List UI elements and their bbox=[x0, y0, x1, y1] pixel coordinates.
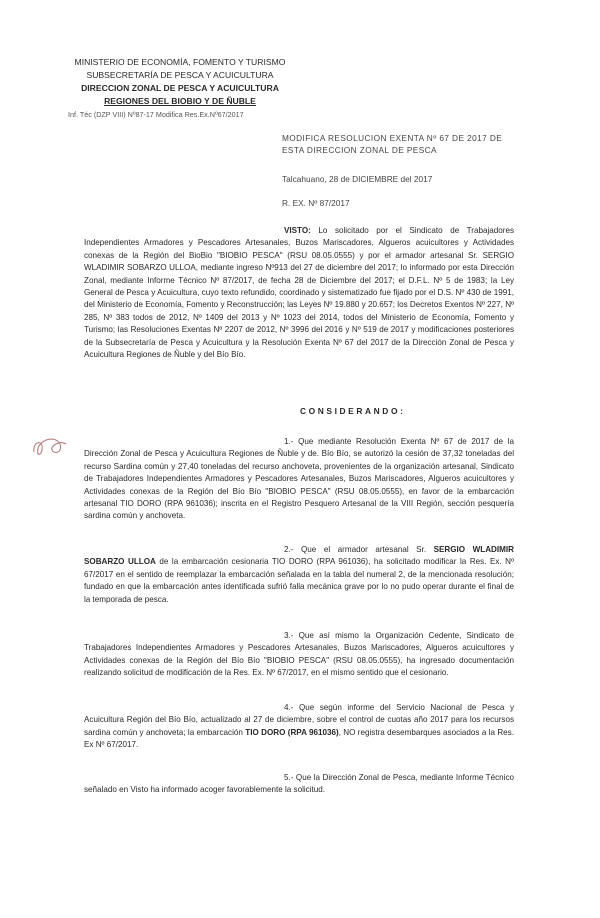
regions-name: REGIONES DEL BIOBIO Y DE ÑUBLE bbox=[104, 96, 256, 106]
item-2-intro: 2.- Que el armador artesanal Sr. bbox=[284, 545, 434, 554]
handwritten-mark-icon bbox=[30, 434, 70, 462]
item-2-text: de la embarcación cesionaria TIO DORO (RPA 961036), ha solicitado modificar la Res. Ex. Nº 67/2017 en el sentido de reemplazar la embarcación señalada en la tabla del numeral 2, de la mencionada resolución; fundado en que la embarcación antes identificada sufrió falla mecánica grave por lo no pudo operar durante el final de la temporada de pesca. bbox=[84, 557, 514, 604]
considerando-item-3: 3.- Que así mismo la Organización Cedente, Sindicato de Trabajadores Independientes Armadores y Pescadores Artesanales, Buzos Mariscadores, Algueros acuicultores y Actividades conexas de la Región del Bío Bío "BIOBIO PESCA" (RSU 08.05.0555), ha ingresado documentación realizando solicitud de modificación de la Res. Ex. Nº 67/2017, en el mismo sentido que el cesionario. bbox=[84, 631, 514, 678]
resolution-number: R. EX. Nº 87/2017 bbox=[282, 198, 350, 208]
considerando-heading: CONSIDERANDO: bbox=[300, 406, 406, 416]
subsecretariat-name: SUBSECRETARÍA DE PESCA Y ACUICULTURA bbox=[86, 70, 274, 80]
item-4-text: , NO registra desembarques asociados a la Res. Ex Nº 67/2017. bbox=[84, 727, 514, 750]
considerando-item-4 bbox=[84, 702, 514, 752]
zonal-direction-name: DIRECCION ZONAL DE PESCA Y ACUICULTURA bbox=[81, 83, 279, 93]
item-4-intro: 4.- Que según informe del Servicio Nacional de Pesca y Acuicultura Región del Bío Bío, actualizado al 27 de diciembre, sobre el control de cuotas año 2017 para los recursos sardina común y anchoveta; la embarcación bbox=[84, 703, 514, 737]
ministry-name: MINISTERIO DE ECONOMÍA, FOMENTO Y TURISMO bbox=[74, 57, 286, 67]
visto-text: Lo solicitado por el Sindicato de Trabajadores Independientes Armadores y Pescadores Artesanales, Buzos Mariscadores, Algueros acuicultores y Actividades conexas de la Región del BioBio "BIOBIO PESCA" (RSU 08.05.0555) y por el armador artesanal Sr. SERGIO WLADIMIR SOBARZO ULLOA, mediante ingreso Nº913 del 27 de diciembre del 2017; lo informado por esta Dirección Zonal, mediante Informe Técnico Nº 87/2017, de fecha 28 de Diciembre del 2017; el D.F.L. Nº 5 de 1983; la Ley General de Pesca y Acuicultura, cuyo texto refundido, coordinado y sistematizado fue fijado por el D.S. Nº 430 de 1991, del Ministerio de Economía, Fomento y Reconstrucción; las Leyes Nº 19.880 y 20.657; los Decretos Exentos Nº 227, Nº 285, Nº 383 todos de 2012, Nº 1409 del 2013 y Nº 1023 del 2014, todos del Ministerio de Economía, Fomento y Turismo; las Resoluciones Exentas Nº 2207 de 2012, Nº 3996 del 2016 y Nº 519 de 2017 y modificaciones posteriores de la Subsecretaría de Pesca y Acuicultura y la Resolución Exenta Nº 67 del 2017 de la Dirección Zonal de Pesca y Acuicultura Regiones de Ñuble y del Bío Bío. bbox=[84, 226, 514, 360]
reference-line: Inf. Téc (DZP VIII) Nº87-17 Modifica Res.Ex.Nº67/2017 bbox=[68, 110, 244, 119]
armador-name: SERGIO WLADIMIR SOBARZO ULLOA bbox=[84, 545, 514, 567]
visto-paragraph bbox=[84, 225, 514, 361]
vessel-name: TIO DORO (RPA 961036) bbox=[245, 727, 339, 737]
visto-label: VISTO: bbox=[284, 226, 311, 235]
letterhead bbox=[60, 56, 300, 121]
resolution-subject: MODIFICA RESOLUCION EXENTA Nº 67 DE 2017 DE ESTA DIRECCION ZONAL DE PESCA bbox=[282, 133, 503, 155]
considerando-item-2 bbox=[84, 544, 514, 606]
place-date: Talcahuano, 28 de DICIEMBRE del 2017 bbox=[282, 174, 433, 184]
considerando-item-5: 5.- Que la Dirección Zonal de Pesca, mediante Informe Técnico señalado en Visto ha informado acoger favorablemente la solicitud. bbox=[84, 773, 514, 795]
considerando-item-1: 1.- Que mediante Resolución Exenta Nº 67 de 2017 de la Dirección Zonal de Pesca y Acuicultura Regiones de Ñuble y de. Bío Bío, se autorizó la cesión de 37,32 toneladas del recurso Sardina común y 27,40 toneladas del recurso anchoveta, provenientes de la organización artesanal, Sindicato de Trabajadores Independientes Armadores y Pescadores Artesanales, Buzos Mariscadores, Algueros acuicultores y Actividades conexas de la Región del Bío Bío "BIOBIO PESCA" (RSU 08.05.0555), en favor de la embarcación artesanal TIO DORO (RPA 961036); inscrita en el Registro Pesquero Artesanal de la VIII Región, sección pesquería sardina común y anchoveta. bbox=[84, 437, 514, 521]
